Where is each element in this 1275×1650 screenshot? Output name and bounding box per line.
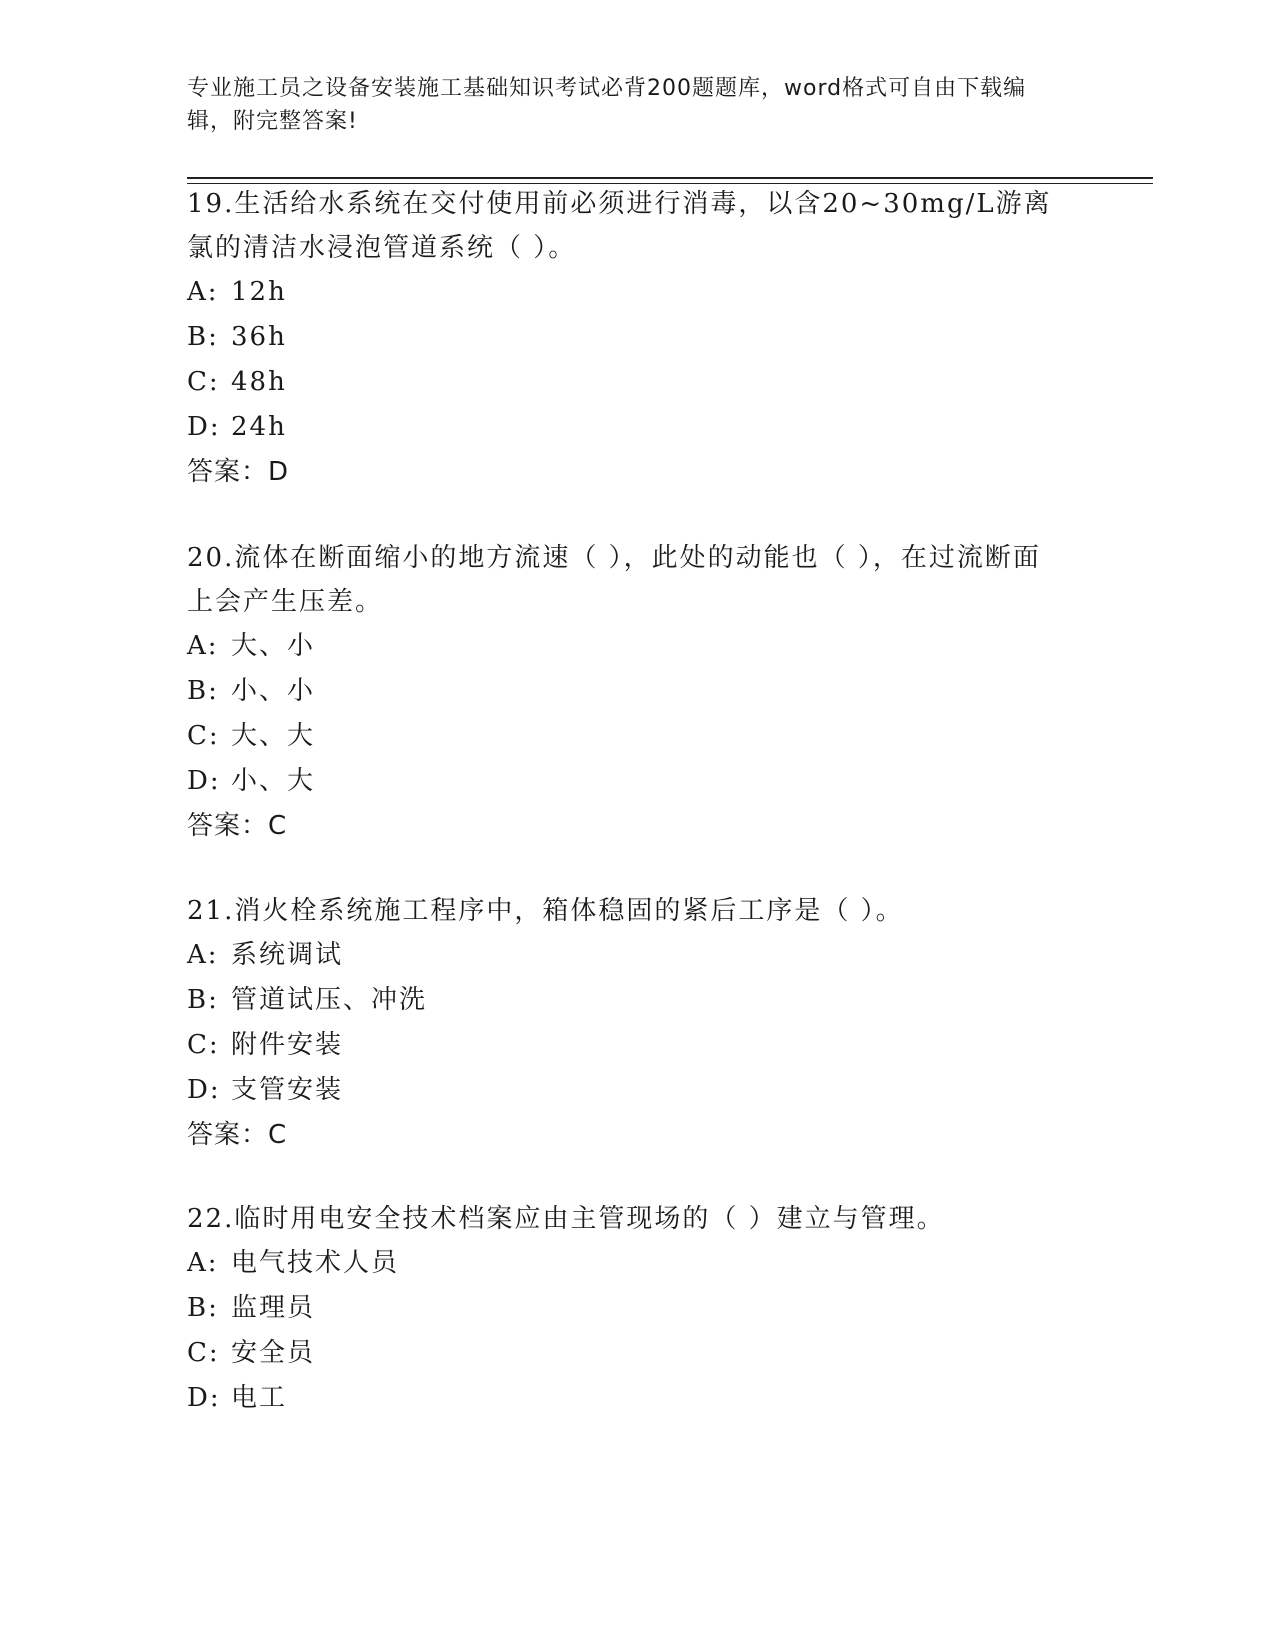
header-divider-thick: [187, 177, 1153, 179]
option-label: C:: [187, 1030, 220, 1060]
option-label: A:: [187, 277, 219, 307]
option-label: D:: [187, 1075, 221, 1105]
option-label: C:: [187, 367, 220, 397]
option-text: 24h: [231, 412, 287, 442]
option-label: D:: [187, 766, 221, 796]
option-text: 电气技术人员: [231, 1248, 400, 1278]
option-text: 12h: [231, 277, 287, 307]
option-label: A:: [187, 940, 219, 970]
option-a: [187, 1241, 1087, 1286]
option-d: [187, 405, 1087, 450]
question-text: 20.流体在断面缩小的地方流速（ ），此处的动能也（ ），在过流断面上会产生压差。: [187, 543, 1041, 617]
question-22: [187, 1197, 1087, 1421]
option-label: D:: [187, 412, 221, 442]
option-text: 36h: [231, 322, 287, 352]
question-20: [187, 536, 1087, 849]
answer: 答案：D: [187, 457, 290, 487]
option-a: [187, 270, 1087, 315]
option-b: [187, 978, 1087, 1023]
option-label: B:: [187, 1293, 219, 1323]
option-label: D:: [187, 1383, 221, 1413]
option-a: [187, 624, 1087, 669]
option-label: A:: [187, 631, 219, 661]
question-text: 22.临时用电安全技术档案应由主管现场的（ ）建立与管理。: [187, 1204, 945, 1234]
option-text: 电工: [231, 1383, 288, 1413]
question-21: [187, 889, 1087, 1158]
option-text: 大、小: [231, 631, 316, 661]
option-text: 管道试压、冲洗: [231, 985, 428, 1015]
option-d: [187, 1376, 1087, 1421]
option-text: 监理员: [231, 1293, 316, 1323]
answer: 答案：C: [187, 1120, 288, 1150]
option-text: 附件安装: [231, 1030, 344, 1060]
option-b: [187, 669, 1087, 714]
option-text: 小、大: [231, 766, 316, 796]
option-b: [187, 315, 1087, 360]
option-text: 系统调试: [231, 940, 344, 970]
option-text: 支管安装: [231, 1075, 344, 1105]
option-label: A:: [187, 1248, 219, 1278]
question-19: [187, 182, 1087, 495]
option-text: 安全员: [231, 1338, 316, 1368]
option-label: C:: [187, 721, 220, 751]
option-b: [187, 1286, 1087, 1331]
option-text: 小、小: [231, 676, 316, 706]
option-text: 大、大: [231, 721, 316, 751]
answer: 答案：C: [187, 811, 288, 841]
option-c: [187, 1331, 1087, 1376]
option-label: C:: [187, 1338, 220, 1368]
option-label: B:: [187, 985, 219, 1015]
option-a: [187, 933, 1087, 978]
question-text: 21.消火栓系统施工程序中，箱体稳固的紧后工序是（ ）。: [187, 896, 904, 926]
option-label: B:: [187, 676, 219, 706]
option-d: [187, 1068, 1087, 1113]
option-label: B:: [187, 322, 219, 352]
question-text: 19.生活给水系统在交付使用前必须进行消毒，以含20~30mg/L游离氯的清洁水浸泡管道系统（ ）。: [187, 189, 1052, 263]
option-c: [187, 1023, 1087, 1068]
option-c: [187, 360, 1087, 405]
option-c: [187, 714, 1087, 759]
document-header: 专业施工员之设备安装施工基础知识考试必背200题题库，word格式可自由下载编辑，附完整答案!: [187, 76, 1027, 134]
option-d: [187, 759, 1087, 804]
option-text: 48h: [231, 367, 287, 397]
